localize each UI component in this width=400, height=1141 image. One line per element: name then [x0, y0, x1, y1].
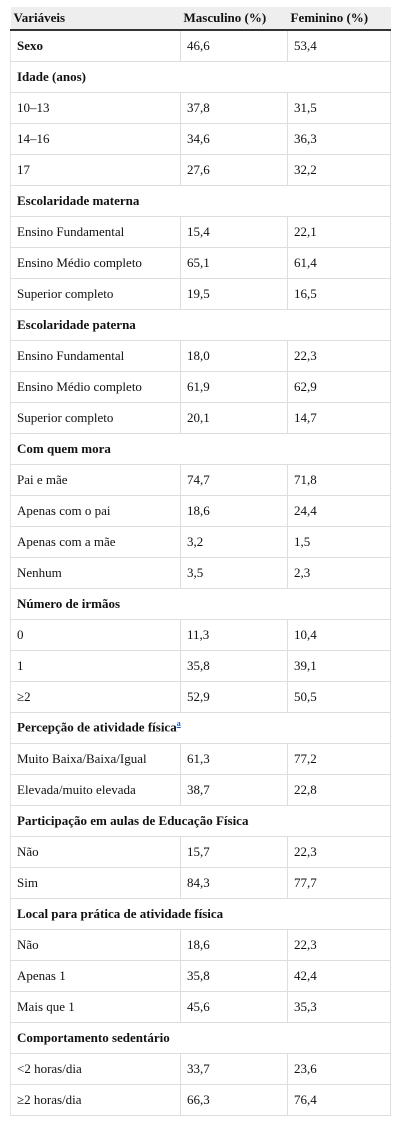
- masculino-value: 34,6: [181, 123, 288, 154]
- table-row: [11, 123, 391, 154]
- data-table: [10, 7, 391, 1116]
- row-label: Não: [11, 836, 181, 867]
- table-row: [11, 278, 391, 309]
- section-title: Escolaridade materna: [17, 192, 140, 208]
- table-row: [11, 991, 391, 1022]
- masculino-value: 3,5: [181, 557, 288, 588]
- table-row: [11, 929, 391, 960]
- feminino-value: 32,2: [288, 154, 391, 185]
- feminino-value: 22,3: [288, 836, 391, 867]
- table-row: [11, 774, 391, 805]
- masculino-value: 66,3: [181, 1084, 288, 1115]
- table-row: [11, 867, 391, 898]
- table-header: [11, 7, 391, 30]
- masculino-value: 37,8: [181, 92, 288, 123]
- row-label: Nenhum: [11, 557, 181, 588]
- masculino-value: 46,6: [181, 30, 288, 61]
- row-label: Apenas com o pai: [11, 495, 181, 526]
- section-row: [11, 805, 391, 836]
- row-label: Ensino Fundamental: [11, 216, 181, 247]
- section-title: Participação em aulas de Educação Física: [17, 812, 249, 828]
- masculino-value: 35,8: [181, 960, 288, 991]
- section-label: [11, 805, 391, 836]
- header-feminino: Feminino (%): [288, 7, 391, 30]
- row-label: Pai e mãe: [11, 464, 181, 495]
- section-title: Percepção de atividade física: [17, 719, 177, 735]
- row-label: ≥2 horas/dia: [11, 1084, 181, 1115]
- feminino-value: 2,3: [288, 557, 391, 588]
- table-row: [11, 650, 391, 681]
- table-row: [11, 371, 391, 402]
- section-title: Com quem mora: [17, 440, 111, 456]
- row-label: Mais que 1: [11, 991, 181, 1022]
- table-row: [11, 681, 391, 712]
- row-label: Ensino Médio completo: [11, 247, 181, 278]
- feminino-value: 16,5: [288, 278, 391, 309]
- feminino-value: 35,3: [288, 991, 391, 1022]
- section-label: [11, 588, 391, 619]
- feminino-value: 71,8: [288, 464, 391, 495]
- row-label: Apenas 1: [11, 960, 181, 991]
- section-label: [11, 309, 391, 340]
- masculino-value: 38,7: [181, 774, 288, 805]
- row-label: 10–13: [11, 92, 181, 123]
- table-row: [11, 526, 391, 557]
- feminino-value: 22,3: [288, 929, 391, 960]
- table-row: [11, 557, 391, 588]
- table-row: [11, 216, 391, 247]
- feminino-value: 1,5: [288, 526, 391, 557]
- section-title: Escolaridade paterna: [17, 316, 136, 332]
- feminino-value: 50,5: [288, 681, 391, 712]
- table-row: [11, 30, 391, 61]
- table-row: [11, 743, 391, 774]
- row-label: 14–16: [11, 123, 181, 154]
- masculino-value: 15,4: [181, 216, 288, 247]
- table-row: [11, 247, 391, 278]
- footnote-link[interactable]: a: [176, 719, 181, 729]
- feminino-value: 76,4: [288, 1084, 391, 1115]
- masculino-value: 52,9: [181, 681, 288, 712]
- section-row: [11, 898, 391, 929]
- section-label: [11, 185, 391, 216]
- footnote-marker: [177, 719, 181, 728]
- section-row: [11, 309, 391, 340]
- feminino-value: 62,9: [288, 371, 391, 402]
- row-label: ≥2: [11, 681, 181, 712]
- row-label: <2 horas/dia: [11, 1053, 181, 1084]
- row-label: 17: [11, 154, 181, 185]
- feminino-value: 36,3: [288, 123, 391, 154]
- header-masculino: Masculino (%): [181, 7, 288, 30]
- feminino-value: 22,8: [288, 774, 391, 805]
- table-row: [11, 402, 391, 433]
- feminino-value: 23,6: [288, 1053, 391, 1084]
- masculino-value: 74,7: [181, 464, 288, 495]
- row-label: Sexo: [11, 30, 181, 61]
- section-row: [11, 1022, 391, 1053]
- table-row: [11, 92, 391, 123]
- masculino-value: 84,3: [181, 867, 288, 898]
- section-row: [11, 433, 391, 464]
- section-title: Local para prática de atividade física: [17, 905, 224, 921]
- table-body: [11, 30, 391, 1115]
- row-label: 0: [11, 619, 181, 650]
- row-label: Muito Baixa/Baixa/Igual: [11, 743, 181, 774]
- row-label: 1: [11, 650, 181, 681]
- table-row: [11, 340, 391, 371]
- header-row: [11, 7, 391, 30]
- row-label: Ensino Médio completo: [11, 371, 181, 402]
- masculino-value: 33,7: [181, 1053, 288, 1084]
- feminino-value: 24,4: [288, 495, 391, 526]
- masculino-value: 20,1: [181, 402, 288, 433]
- table-row: [11, 464, 391, 495]
- table-row: [11, 154, 391, 185]
- table-row: [11, 960, 391, 991]
- row-label: Não: [11, 929, 181, 960]
- section-title: Idade (anos): [17, 68, 86, 84]
- section-label: [11, 898, 391, 929]
- section-row: [11, 185, 391, 216]
- masculino-value: 18,0: [181, 340, 288, 371]
- masculino-value: 15,7: [181, 836, 288, 867]
- section-row: [11, 588, 391, 619]
- row-label: Superior completo: [11, 402, 181, 433]
- feminino-value: 61,4: [288, 247, 391, 278]
- masculino-value: 65,1: [181, 247, 288, 278]
- row-label: Elevada/muito elevada: [11, 774, 181, 805]
- section-label: [11, 61, 391, 92]
- feminino-value: 77,7: [288, 867, 391, 898]
- table-row: [11, 1053, 391, 1084]
- feminino-value: 77,2: [288, 743, 391, 774]
- feminino-value: 42,4: [288, 960, 391, 991]
- row-label: Ensino Fundamental: [11, 340, 181, 371]
- section-label: [11, 712, 391, 743]
- masculino-value: 11,3: [181, 619, 288, 650]
- section-label: [11, 433, 391, 464]
- masculino-value: 35,8: [181, 650, 288, 681]
- masculino-value: 18,6: [181, 929, 288, 960]
- feminino-value: 22,3: [288, 340, 391, 371]
- feminino-value: 14,7: [288, 402, 391, 433]
- masculino-value: 19,5: [181, 278, 288, 309]
- row-label: Apenas com a mãe: [11, 526, 181, 557]
- section-title: Comportamento sedentário: [17, 1029, 170, 1045]
- row-label: Superior completo: [11, 278, 181, 309]
- masculino-value: 3,2: [181, 526, 288, 557]
- feminino-value: 31,5: [288, 92, 391, 123]
- section-row: [11, 61, 391, 92]
- table-row: [11, 836, 391, 867]
- feminino-value: 22,1: [288, 216, 391, 247]
- feminino-value: 10,4: [288, 619, 391, 650]
- masculino-value: 45,6: [181, 991, 288, 1022]
- masculino-value: 27,6: [181, 154, 288, 185]
- table-row: [11, 495, 391, 526]
- feminino-value: 53,4: [288, 30, 391, 61]
- masculino-value: 61,9: [181, 371, 288, 402]
- section-row: [11, 712, 391, 743]
- table-row: [11, 619, 391, 650]
- header-variaveis: Variáveis: [11, 7, 181, 30]
- section-title: Número de irmãos: [17, 595, 121, 611]
- table-container: [10, 7, 390, 1116]
- masculino-value: 61,3: [181, 743, 288, 774]
- section-label: [11, 1022, 391, 1053]
- feminino-value: 39,1: [288, 650, 391, 681]
- masculino-value: 18,6: [181, 495, 288, 526]
- row-label: Sim: [11, 867, 181, 898]
- table-row: [11, 1084, 391, 1115]
